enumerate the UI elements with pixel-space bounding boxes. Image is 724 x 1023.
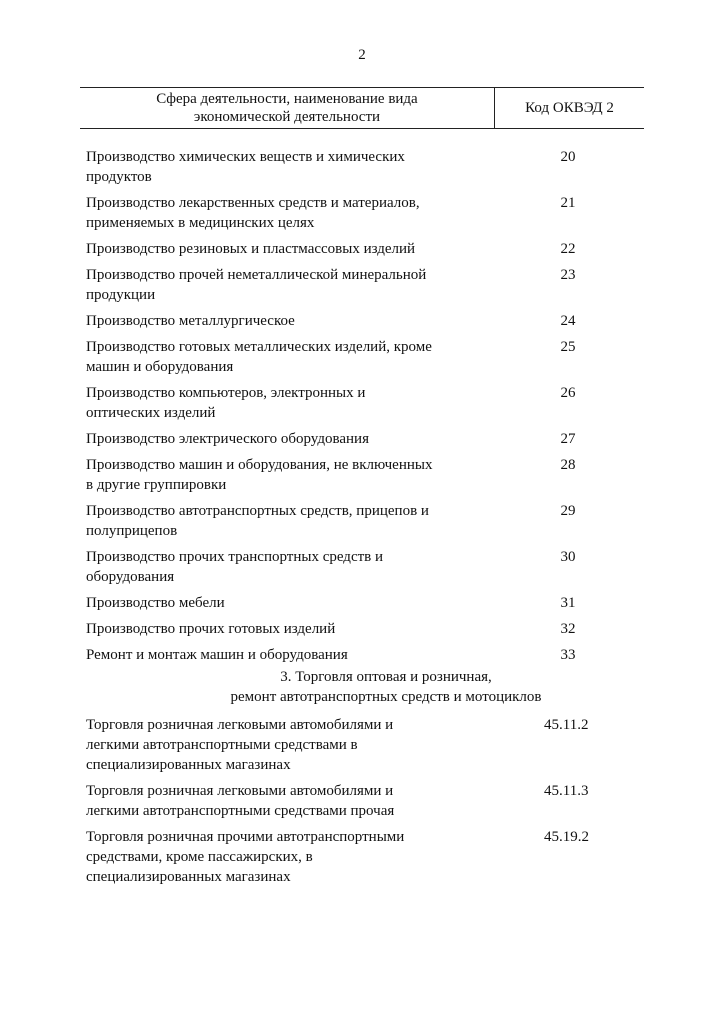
row-name-line: применяемых в медицинских целях <box>86 215 315 231</box>
table-row <box>86 593 646 613</box>
row-name-line: Торговля розничная легковыми автомобилями и <box>86 783 394 799</box>
table-row <box>86 337 646 377</box>
row-name-line: Производство электрического оборудования <box>86 431 369 447</box>
row-name-line: Производство химических веществ и химических <box>86 149 405 165</box>
table-row <box>86 645 646 665</box>
row-okved-code: 20 <box>560 149 576 165</box>
row-name-line: Производство металлургическое <box>86 313 295 329</box>
section-heading-line1: 3. Торговля оптовая и розничная, <box>280 669 492 685</box>
row-name-line: Производство лекарственных средств и материалов, <box>86 195 420 211</box>
row-okved-code: 28 <box>560 457 576 473</box>
row-name-line: Торговля розничная прочими автотранспортными <box>86 829 405 845</box>
row-activity-name <box>86 337 494 377</box>
header-okved-code: Код ОКВЭД 2 <box>525 100 614 116</box>
table-row <box>86 311 646 331</box>
row-activity-name <box>86 547 494 587</box>
row-activity-name <box>86 193 494 233</box>
row-okved-code: 24 <box>560 313 576 329</box>
row-name-line: Производство прочей неметаллической минеральной <box>86 267 427 283</box>
section-rows <box>86 715 646 887</box>
row-okved-code: 45.11.2 <box>544 717 589 733</box>
row-name-line: специализированных магазинах <box>86 757 291 773</box>
table-row <box>86 715 646 775</box>
row-activity-name <box>86 429 494 449</box>
row-activity-name <box>86 147 494 187</box>
row-activity-name <box>86 645 494 665</box>
row-activity-name <box>86 593 494 613</box>
row-okved-code: 26 <box>560 385 576 401</box>
row-name-line: продукции <box>86 287 156 303</box>
row-okved-code: 27 <box>560 431 576 447</box>
table-row <box>86 265 646 305</box>
row-okved-code: 23 <box>560 267 576 283</box>
table-row <box>86 239 646 259</box>
row-name-line: Производство компьютеров, электронных и <box>86 385 366 401</box>
row-name-line: Торговля розничная легковыми автомобилями и <box>86 717 394 733</box>
header-activity-line2: экономической деятельности <box>193 109 381 125</box>
row-name-line: Производство готовых металлических изделий, кроме <box>86 339 432 355</box>
row-name-line: Производство прочих транспортных средств и <box>86 549 384 565</box>
row-name-line: Производство резиновых и пластмассовых изделий <box>86 241 416 257</box>
row-name-line: Производство прочих готовых изделий <box>86 621 336 637</box>
table-body <box>86 147 646 893</box>
row-name-line: машин и оборудования <box>86 359 234 375</box>
row-name-line: легкими автотранспортными средствами в <box>86 737 358 753</box>
row-okved-code: 21 <box>560 195 576 211</box>
row-okved-code: 45.19.2 <box>544 829 589 845</box>
header-activity-line1: Сфера деятельности, наименование вида <box>156 91 418 107</box>
table-row <box>86 827 646 887</box>
row-activity-name <box>86 781 494 821</box>
row-activity-name <box>86 383 494 423</box>
row-okved-code: 32 <box>560 621 576 637</box>
row-okved-code: 31 <box>560 595 576 611</box>
header-activity <box>80 88 495 128</box>
row-activity-name <box>86 265 494 305</box>
table-row <box>86 429 646 449</box>
row-name-line: оборудования <box>86 569 175 585</box>
row-name-line: оптических изделий <box>86 405 216 421</box>
row-name-line: в другие группировки <box>86 477 227 493</box>
row-activity-name <box>86 619 494 639</box>
table-row <box>86 383 646 423</box>
row-okved-code: 25 <box>560 339 576 355</box>
table-row <box>86 147 646 187</box>
table-row <box>86 455 646 495</box>
row-okved-code: 29 <box>560 503 576 519</box>
table-row <box>86 193 646 233</box>
row-okved-code: 45.11.3 <box>544 783 589 799</box>
row-name-line: Производство автотранспортных средств, прицепов и <box>86 503 429 519</box>
row-name-line: Производство машин и оборудования, не включенных <box>86 457 433 473</box>
row-activity-name <box>86 715 494 775</box>
table-row <box>86 619 646 639</box>
row-activity-name <box>86 311 494 331</box>
section-heading <box>86 667 646 707</box>
table-header <box>80 87 644 129</box>
row-activity-name <box>86 455 494 495</box>
page-number: 2 <box>358 47 366 63</box>
row-okved-code: 33 <box>560 647 576 663</box>
row-activity-name <box>86 501 494 541</box>
section-heading-line2: ремонт автотранспортных средств и мотоциклов <box>230 689 542 705</box>
row-okved-code: 22 <box>560 241 576 257</box>
table-row <box>86 547 646 587</box>
row-name-line: Ремонт и монтаж машин и оборудования <box>86 647 348 663</box>
table-row <box>86 501 646 541</box>
row-name-line: полуприцепов <box>86 523 178 539</box>
row-name-line: специализированных магазинах <box>86 869 291 885</box>
row-name-line: легкими автотранспортными средствами прочая <box>86 803 395 819</box>
row-name-line: продуктов <box>86 169 152 185</box>
table-row <box>86 781 646 821</box>
row-name-line: средствами, кроме пассажирских, в <box>86 849 313 865</box>
row-name-line: Производство мебели <box>86 595 225 611</box>
row-activity-name <box>86 239 494 259</box>
row-activity-name <box>86 827 494 887</box>
row-okved-code: 30 <box>560 549 576 565</box>
